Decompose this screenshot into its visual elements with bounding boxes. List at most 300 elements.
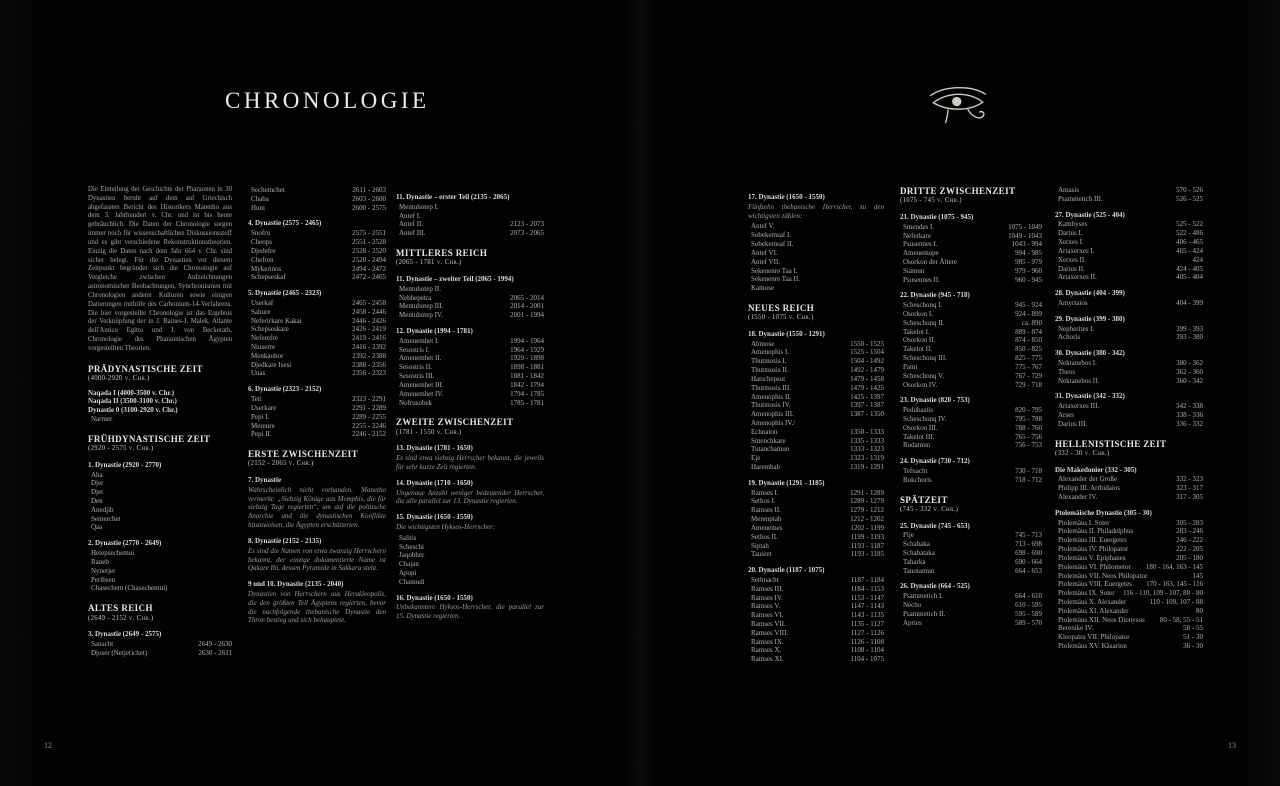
- period-title: ALTES REICH: [88, 603, 153, 614]
- bold-entry: Naqada I (4000-3500 v. Chr.): [88, 388, 175, 397]
- ruler-row: [900, 433, 1042, 442]
- ruler-row: [900, 276, 1042, 285]
- ruler-name: Sanacht: [91, 639, 114, 648]
- ruler-dates: 595 - 589: [1015, 609, 1042, 618]
- dynasty-title: Ptolemäische Dynastie (305 - 30): [1055, 508, 1152, 517]
- ruler-dates: 1319 - 1291: [850, 463, 884, 472]
- ruler-row: [900, 240, 1042, 249]
- ruler-row: [1055, 493, 1203, 502]
- ruler-name: Achoris: [1058, 333, 1081, 342]
- ruler-dates: 718 - 712: [1015, 475, 1042, 484]
- ruler-dates: 610 - 595: [1015, 601, 1042, 610]
- text-column: [748, 186, 884, 720]
- dynasty-block: [88, 539, 232, 593]
- ruler-dates: 985 - 979: [1015, 257, 1042, 266]
- ruler-name: Schepseskaf: [251, 273, 286, 282]
- ruler-name: Djoser (Netjerichet): [91, 648, 148, 657]
- ruler-name: Qaa: [91, 523, 103, 532]
- ruler-dates: 1525 - 1504: [850, 348, 884, 357]
- ruler-dates: 945 - 924: [1015, 301, 1042, 310]
- ruler-row: [748, 646, 884, 655]
- ruler-row: [248, 195, 386, 204]
- dynasty-note: Die wichtigsten Hyksos-Herrscher:: [396, 522, 496, 531]
- ruler-name: Ramses III.: [751, 584, 784, 593]
- dynasty-title: 4. Dynastie (2575 - 2465): [248, 219, 322, 228]
- ruler-name: Sahure: [251, 307, 271, 316]
- ruler-name: Tausret: [751, 550, 772, 559]
- ruler-dates: 820 - 795: [1015, 406, 1042, 415]
- period-dates: (332 - 30 v. Chr.): [1055, 450, 1110, 458]
- dynasty-title: Die Makedonier (332 - 305): [1055, 465, 1137, 474]
- period-heading: [396, 417, 544, 437]
- ruler-dates: 486 - 465: [1176, 238, 1203, 247]
- period-title: HELLENISTISCHE ZEIT: [1055, 438, 1167, 449]
- ruler-name: Hatschepsut: [751, 374, 786, 383]
- ruler-name: Userkare: [251, 403, 277, 412]
- ruler-dates: 2446 - 2426: [352, 316, 386, 325]
- period-title: ZWEITE ZWISCHENZEIT: [396, 417, 514, 428]
- ruler-row: [396, 569, 544, 578]
- dynasty-block: [88, 461, 232, 533]
- dynasty-block: [248, 385, 386, 439]
- ruler-dates: 1994 - 1964: [510, 336, 544, 345]
- ruler-row: [1055, 273, 1203, 282]
- ruler-row: [748, 419, 884, 428]
- dynasty-block: [900, 396, 1042, 450]
- ruler-dates: 2465 - 2458: [352, 298, 386, 307]
- ruler-name: Thutmosis II.: [751, 366, 789, 375]
- ruler-row: [748, 497, 884, 506]
- ruler-name: Antef V.: [751, 222, 775, 231]
- ruler-name: Jaqobher: [399, 551, 425, 560]
- page-number-left: 12: [44, 741, 52, 750]
- ruler-name: Psammetich I.: [903, 592, 944, 601]
- ruler-row: [900, 549, 1042, 558]
- ruler-dates: 1323 - 1319: [850, 454, 884, 463]
- dynasty-title: 28. Dynastie (404 - 399): [1055, 289, 1125, 298]
- ruler-row: [748, 275, 884, 284]
- ruler-row: [1055, 624, 1203, 633]
- ruler-dates: 2392 - 2388: [352, 351, 386, 360]
- ruler-row: [900, 406, 1042, 415]
- ruler-row: [396, 285, 544, 294]
- ruler-row: [396, 372, 544, 381]
- ruler-name: Nofrusobek: [399, 398, 433, 407]
- dynasty-title: 11. Dynastie – zweiter Teil (2065 - 1994): [396, 274, 514, 283]
- ruler-name: Siamun: [903, 266, 925, 275]
- ruler-row: [748, 454, 884, 463]
- ruler-dates: 1794 - 1785: [510, 389, 544, 398]
- ruler-dates: 424 - 405: [1176, 264, 1203, 273]
- ruler-name: Neferirkare Kakai: [251, 316, 302, 325]
- ruler-name: Smenchkare: [751, 436, 786, 445]
- period-title: FRÜHDYNASTISCHE ZEIT: [88, 433, 211, 444]
- ruler-row: [900, 467, 1042, 476]
- ruler-name: Sethnacht: [751, 575, 779, 584]
- ruler-name: Scheschonq V.: [903, 371, 944, 380]
- ruler-dates: 1043 - 994: [1011, 240, 1042, 249]
- ruler-name: Ptolemäus II. Philadelphus: [1058, 527, 1134, 536]
- ruler-row: [748, 620, 884, 629]
- dynasty-block: [748, 193, 884, 293]
- ruler-dates: 1279 - 1212: [850, 506, 884, 515]
- period-title: ERSTE ZWISCHENZEIT: [248, 449, 358, 460]
- ruler-name: Schabaka: [903, 540, 930, 549]
- dynasty-title: 6. Dynastie (2323 - 2152): [248, 385, 322, 394]
- period-title: NEUES REICH: [748, 302, 815, 313]
- ruler-name: Schabataka: [903, 549, 935, 557]
- ruler-name: Amenophis I.: [751, 348, 790, 357]
- period-dates: (745 - 332 v. Chr.): [900, 506, 959, 513]
- ruler-name: Ramses I.: [751, 488, 779, 497]
- ruler-name: Menkauhor: [251, 351, 284, 360]
- ruler-row: [248, 413, 386, 422]
- ruler-name: Rudamun: [903, 441, 931, 450]
- ruler-name: Takelot III.: [903, 432, 935, 441]
- ruler-row: [396, 346, 544, 355]
- ruler-dates: 58 - 55: [1183, 624, 1203, 633]
- dynasty-title: 18. Dynastie (1550 - 1291): [748, 329, 825, 338]
- ruler-name: Ramses II.: [751, 506, 781, 515]
- ruler-row: [88, 488, 232, 497]
- ruler-dates: 2603 - 2600: [352, 194, 386, 203]
- ruler-dates: 2611 - 2603: [352, 186, 386, 194]
- ruler-row: [88, 567, 232, 576]
- text-column: [900, 186, 1042, 720]
- ruler-dates: 405 - 404: [1176, 273, 1203, 282]
- ruler-dates: 399 - 393: [1176, 324, 1203, 333]
- ruler-row: [900, 415, 1042, 424]
- ruler-name: Raneb: [91, 557, 109, 566]
- ruler-name: Amenophis IV./: [751, 418, 796, 427]
- ruler-row: [396, 543, 544, 552]
- ruler-row: [88, 523, 232, 532]
- ruler-name: Ptolemäus X. Alexander: [1058, 597, 1127, 606]
- ruler-row: [1055, 368, 1203, 377]
- ruler-name: Niuserre: [251, 343, 276, 351]
- ruler-row: [748, 231, 884, 240]
- ruler-row: [396, 363, 544, 372]
- dynasty-title: 26. Dynastie (664 - 525): [900, 582, 970, 591]
- ruler-dates: 2419 - 2416: [352, 334, 386, 343]
- dynasty-block: [748, 330, 884, 472]
- period-heading: [396, 248, 544, 268]
- dynasty-block: [396, 327, 544, 407]
- ruler-row: [248, 343, 386, 352]
- ruler-dates: 2528 - 2520: [352, 246, 386, 255]
- ruler-dates: 1504 - 1492: [850, 357, 884, 366]
- ruler-name: Chamudi: [399, 577, 425, 586]
- ruler-row: [396, 534, 544, 543]
- ruler-row: [88, 640, 232, 649]
- ruler-row: [88, 415, 232, 424]
- ruler-name: Sobekemsaf II.: [751, 240, 794, 249]
- ruler-row: [748, 267, 884, 276]
- dynasty-block: [396, 444, 544, 471]
- ruler-row: [900, 531, 1042, 540]
- ruler-row: [1055, 377, 1203, 386]
- ruler-row: [1055, 563, 1203, 572]
- ruler-name: Peribsen: [91, 575, 116, 584]
- ruler-dates: 698 - 690: [1015, 549, 1042, 557]
- period-dates: (2065 - 1781 v. Chr.): [396, 259, 462, 267]
- ruler-dates: 2065 - 2014: [510, 293, 544, 302]
- ruler-dates: 795 - 788: [1015, 414, 1042, 423]
- dynasty-title: 16. Dynastie (1650 - 1550): [396, 593, 473, 602]
- dynasty-title: 9 und 10. Dynastie (2135 - 2040): [248, 580, 344, 589]
- ruler-dates: 305 - 283: [1176, 518, 1203, 527]
- ruler-dates: 1193 - 1185: [850, 550, 884, 559]
- ruler-row: [748, 550, 884, 559]
- ruler-dates: 465 - 424: [1176, 246, 1203, 255]
- bold-entry: Dynastie 0 (3100-2920 v. Chr.): [88, 406, 178, 415]
- ruler-row: [1055, 325, 1203, 334]
- ruler-name: Artaxerxes I.: [1058, 246, 1095, 255]
- ruler-dates: 1387 - 1350: [850, 410, 884, 419]
- ruler-row: [248, 229, 386, 238]
- ruler-row: [748, 638, 884, 647]
- ruler-row: [248, 325, 386, 334]
- ruler-row: [900, 619, 1042, 628]
- ruler-row: [900, 354, 1042, 363]
- ruler-row: [900, 441, 1042, 450]
- ruler-row: [900, 319, 1042, 328]
- ruler-name: Nektanebos I.: [1058, 359, 1097, 367]
- ruler-dates: 2356 - 2323: [352, 369, 386, 378]
- ruler-row: [248, 317, 386, 326]
- bold-entry: Naqada II (3500-3100 v. Chr.): [88, 397, 177, 406]
- ruler-row: [900, 372, 1042, 381]
- ruler-dates: 336 - 332: [1176, 419, 1203, 428]
- ruler-row: [1055, 359, 1203, 368]
- ruler-dates: 2123 - 2073: [510, 220, 544, 229]
- ruler-name: Antef VI.: [751, 248, 778, 257]
- ruler-dates: 2630 - 2611: [198, 648, 232, 657]
- ruler-row: [248, 256, 386, 265]
- ruler-row: [1055, 642, 1203, 651]
- dynasty-title: 11. Dynastie – erster Teil (2135 - 2065): [396, 193, 510, 201]
- ruler-name: Amenemhet IV.: [399, 389, 444, 398]
- ruler-row: [1055, 633, 1203, 642]
- ruler-dates: 317 - 305: [1176, 493, 1203, 502]
- ruler-dates: 850 - 825: [1015, 345, 1042, 354]
- intro-paragraph: Die Einteilung der Geschichte der Pharaonen in 30 Dynastien beruht auf dem auf Griechisch abgefassten Bericht des Historikers Manetho aus dem 3. Jahrhundert v. Chr. und ist bis heute gebräuchlich. Die Daten der Chronologie sorgen immer noch für wissenschaftlichen Diskussionsstoff und es gibt verschiedene Rekonstruktionstheorien. Einzig die Daten nach dem Jahr 664 v. Chr. sind sicher belegt. Für die Dynastien vor diesem Zeitpunkt begründet sich die Chronologie auf Vergleiche zwischen Aufzeichnungen astronomischer Beobachtungen, Synchronismen mit Chronologien anderer Kulturen sowie einigen Datierungen mithilfe des Carbonium-14-Verfahrens. Die hier vorgestellte Chronologie ist das Ergebnis der Verknüpfung der in J. Baines-J. Malek, Atlante dell'Antico Egitto und J. von Beckerath, Chronologie des Pharaonischen Ägypten vorgestellten Theorien.: [88, 186, 232, 352]
- ruler-name: Djedefre: [251, 246, 276, 255]
- ruler-name: Psusennes II.: [903, 275, 940, 284]
- ruler-dates: 570 - 526: [1176, 186, 1203, 194]
- ruler-name: Merenre: [251, 421, 275, 430]
- ruler-name: Sobekemsaf I.: [751, 231, 792, 240]
- ruler-row: [748, 533, 884, 542]
- dynasty-title: 31. Dynastie (342 - 332): [1055, 392, 1125, 401]
- period-heading: [900, 495, 1042, 515]
- ruler-row: [88, 558, 232, 567]
- period-heading: [88, 434, 232, 454]
- ruler-dates: 1212 - 1202: [850, 515, 884, 524]
- ruler-row: [396, 354, 544, 363]
- ruler-dates: 1049 - 1043: [1008, 231, 1042, 240]
- ruler-name: Ptolemäus V. Epiphanes: [1058, 553, 1126, 562]
- dynasty-note: Unbekanntere Hyksos-Herrscher, die parallel zur 15. Dynastie regierten.: [396, 603, 544, 621]
- ruler-row: [1055, 186, 1203, 195]
- ruler-name: Kleopatra VII. Philopator: [1058, 633, 1130, 642]
- ruler-dates: 1333 - 1323: [850, 445, 884, 454]
- ruler-dates: 765 - 756: [1015, 432, 1042, 441]
- ruler-name: Ramses VI.: [751, 611, 784, 620]
- ruler-dates: 338 - 336: [1176, 411, 1203, 420]
- ruler-dates: 180 - 164, 163 - 145: [1145, 562, 1203, 571]
- ruler-row: [396, 390, 544, 399]
- ruler-name: Ptolemäus XV. Käsarion: [1058, 642, 1127, 651]
- ruler-row: [396, 399, 544, 408]
- ruler-dates: 1202 - 1199: [850, 523, 884, 532]
- ruler-name: Pepi II.: [251, 430, 272, 439]
- ruler-row: [1055, 299, 1203, 308]
- ruler-name: Ptolemäus VIII. Euergetes: [1058, 580, 1132, 589]
- ruler-name: Schepseskare: [251, 325, 289, 334]
- ruler-dates: 2323 - 2291: [352, 395, 386, 404]
- page-title: CHRONOLOGIE: [225, 88, 430, 113]
- dynasty-title: 14. Dynastie (1710 - 1650): [396, 478, 473, 487]
- ruler-dates: 1199 - 1193: [850, 532, 884, 541]
- period-title: MITTLERES REICH: [396, 248, 488, 259]
- ruler-name: Sethos I.: [751, 497, 776, 506]
- ruler-name: Scheschonq IV.: [903, 414, 947, 423]
- ruler-row: [900, 345, 1042, 354]
- ruler-dates: 2073 - 2065: [510, 229, 544, 238]
- dynasty-title: 23. Dynastie (820 - 753): [900, 396, 970, 405]
- ruler-name: Ramses XI.: [751, 655, 784, 664]
- dynasty-note: Ungenaue Anzahl weniger bedeutender Herrscher, die alle parallel zur 13. Dynastie regierten.: [396, 488, 544, 506]
- ruler-row: [900, 249, 1042, 258]
- ruler-dates: 2246 - 2152: [352, 430, 386, 439]
- ruler-dates: 1492 - 1479: [850, 366, 884, 375]
- ruler-name: Apries: [903, 618, 922, 627]
- ruler-row: [748, 463, 884, 472]
- ruler-name: Haremhab: [751, 463, 781, 472]
- page-number-right: 13: [1228, 741, 1236, 750]
- ruler-name: Arses: [1058, 411, 1074, 420]
- ruler-dates: 2458 - 2446: [352, 307, 386, 316]
- ruler-dates: 788 - 760: [1015, 423, 1042, 432]
- dynasty-title: 8. Dynastie (2152 - 2135): [248, 536, 322, 545]
- ruler-dates: 1184 - 1153: [850, 584, 884, 593]
- ruler-name: Amyrtaios: [1058, 298, 1088, 307]
- ruler-dates: 145: [1192, 571, 1203, 580]
- dynasty-block: [900, 213, 1042, 285]
- dynasty-title: 15. Dynastie (1650 - 1550): [396, 513, 473, 522]
- ruler-dates: 1964 - 1929: [510, 345, 544, 354]
- ruler-row: [248, 265, 386, 274]
- ruler-name: Ptolemäus XI. Alexander: [1058, 606, 1129, 615]
- dynasty-block: [396, 594, 544, 621]
- ruler-row: [1055, 554, 1203, 563]
- ruler-dates: 1479 - 1458: [850, 374, 884, 383]
- ruler-name: Antef II.: [399, 220, 424, 229]
- ruler-dates: 874 - 850: [1015, 336, 1042, 345]
- ruler-row: [748, 284, 884, 293]
- ruler-row: [900, 336, 1042, 345]
- period-heading: [248, 449, 386, 469]
- ruler-row: [1055, 475, 1203, 484]
- ruler-row: [900, 601, 1042, 610]
- ruler-name: Artaxerxes III.: [1058, 402, 1100, 411]
- ruler-row: [748, 542, 884, 551]
- ruler-name: Osorkon I.: [903, 310, 933, 319]
- period-dates: (2152 - 2065 v. Chr.): [248, 460, 314, 468]
- ruler-name: Pije: [903, 531, 914, 540]
- ruler-row: [900, 232, 1042, 241]
- dynasty-block: [88, 415, 232, 424]
- ruler-row: [900, 476, 1042, 485]
- ruler-row: [900, 301, 1042, 310]
- ruler-row: [900, 310, 1042, 319]
- ruler-dates: 767 - 729: [1015, 371, 1042, 380]
- ruler-row: [396, 203, 544, 212]
- ruler-name: Takelot II.: [903, 345, 933, 354]
- ruler-dates: 664 - 610: [1015, 592, 1042, 601]
- ruler-name: Sechemchet: [251, 186, 285, 194]
- ruler-dates: 246 - 222: [1176, 536, 1203, 545]
- ruler-name: Takelot I.: [903, 327, 930, 336]
- dynasty-block: [1055, 315, 1203, 342]
- ruler-dates: 116 - 110, 109 - 107, 88 - 80: [1123, 589, 1203, 598]
- dynasty-block: [900, 582, 1042, 627]
- ruler-row: [900, 424, 1042, 433]
- dynasty-note: Dynastien von Herrschern aus Herakleopolis, die den größten Teil Ägyptens regierten, bevor die nachfolgende thebanische Dynastie den Thron bestieg und sich behauptete.: [248, 589, 386, 625]
- ruler-dates: 51 - 30: [1183, 633, 1203, 642]
- ruler-dates: 713 - 698: [1015, 540, 1042, 549]
- ruler-dates: 2416 - 2392: [352, 343, 386, 351]
- ruler-dates: 362 - 360: [1176, 367, 1203, 376]
- text-column: [396, 186, 544, 720]
- ruler-name: Anedjib: [91, 505, 114, 514]
- ruler-name: Ptolemäus III. Euergetes: [1058, 536, 1127, 545]
- ruler-row: [1055, 589, 1203, 598]
- period-dates: (2920 - 2575 v. Chr.): [88, 445, 154, 453]
- ruler-row: [748, 348, 884, 357]
- text-column: [1055, 186, 1203, 720]
- ruler-name: Echnaton: [751, 427, 778, 436]
- ruler-row: [396, 337, 544, 346]
- dynasty-block: [1055, 289, 1203, 308]
- ruler-row: [748, 393, 884, 402]
- ruler-dates: 1785 - 1781: [510, 398, 544, 407]
- ruler-dates: 1135 - 1127: [850, 620, 884, 629]
- ruler-name: Amenemhet II.: [399, 354, 442, 363]
- ruler-row: [88, 506, 232, 515]
- dynasty-note: Es sind die Namen von etwa zwanzig Herrschern bekannt, der einzige dokumentierte Name ist Qakare Ibi, dessen Pyramide in Sakkara steht.: [248, 546, 386, 573]
- dynasty-block: [1055, 392, 1203, 428]
- dynasty-note: Es sind etwa siebzig Herrscher bekannt, die jeweils für sehr kurze Zeit regierten.: [396, 454, 544, 471]
- ruler-name: Den: [91, 497, 103, 506]
- ruler-name: Amenemhet III.: [399, 380, 444, 389]
- ruler-row: [748, 445, 884, 454]
- ruler-name: Nebhepetra: [399, 293, 432, 302]
- ruler-name: Ramses X.: [751, 646, 782, 655]
- dynasty-block: [748, 479, 884, 559]
- ruler-name: Neferkare: [903, 231, 931, 240]
- ruler-row: [1055, 572, 1203, 581]
- ruler-row: [1055, 519, 1203, 528]
- ruler-dates: 2575 - 2551: [352, 229, 386, 238]
- ruler-row: [1055, 402, 1203, 411]
- dynasty-block: [1055, 509, 1203, 651]
- ruler-name: Hetepsechemui: [91, 549, 135, 558]
- dynasty-block: [900, 522, 1042, 576]
- ruler-name: Sethos II.: [751, 532, 778, 541]
- dynasty-block: [396, 275, 544, 320]
